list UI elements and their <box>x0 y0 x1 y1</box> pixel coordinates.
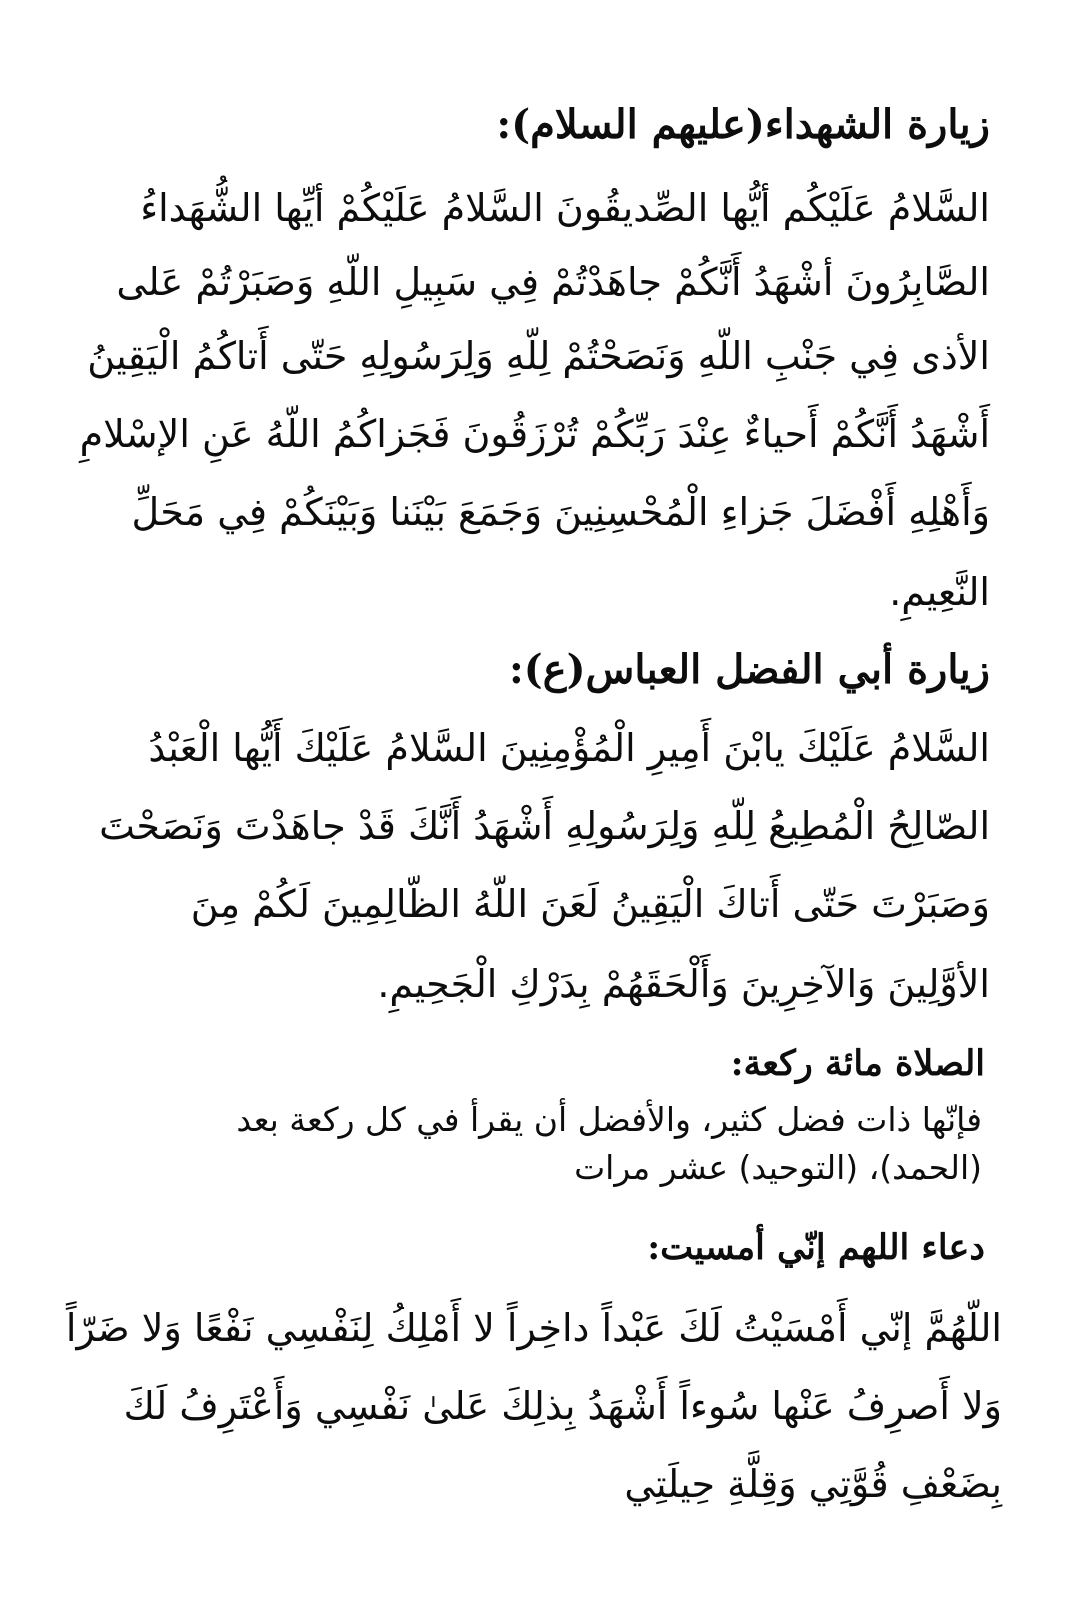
text-line: النَّعِيمِ. <box>889 570 990 614</box>
text-line: وَلا أَصرِفُ عَنْها سُوءاً أَشْهَدُ بِذلِكَ عَلىٰ نَفْسِي وَأَعْتَرِفُ لَكَ <box>123 1384 1002 1428</box>
section-heading-abbas: زيارة أبي الفضل العباس(ع): <box>509 646 990 693</box>
text-line: الأذى فِي جَنْبِ اللّهِ وَنَصَحْتُمْ لِلّهِ وَلِرَسُولِهِ حَتّى أَتاكُمُ الْيَقِينُ <box>87 334 990 378</box>
text-line: السَّلامُ عَلَيْكُم أيُّها الصِّديقُونَ السَّلامُ عَلَيْكُمْ أيِّها الشُّهَداءُ <box>140 186 990 230</box>
text-line: اللّهُمَّ إنّي أَمْسَيْتُ لَكَ عَبْداً داخِراً لا أَمْلِكُ لِنَفْسِي نَفْعًا وَلا ضَرّاً <box>65 1306 1002 1350</box>
text-line: وَأَهْلِهِ أَفْضَلَ جَزاءِ الْمُحْسِنِينَ وَجَمَعَ بَيْنَنا وَبَيْنَكُمْ فِي مَحَلِّ <box>131 490 990 534</box>
section-heading-supplication: دعاء اللهم إنّي أمسيت: <box>647 1227 985 1268</box>
text-line: بِضَعْفِ قُوَّتِي وَقِلَّةِ حِيلَتِي <box>624 1462 1002 1506</box>
section-heading-prayer: الصلاة مائة ركعة: <box>730 1043 985 1084</box>
text-line: أَشْهَدُ أَنَّكُمْ أَحياءٌ عِنْدَ رَبِّكُمْ تُرْزَقُونَ فَجَزاكُمُ اللّهُ عَنِ الإسْلامِ <box>79 412 990 456</box>
text-line: فإنّها ذات فضل كثير، والأفضل أن يقرأ في كل ركعة بعد <box>236 1100 982 1139</box>
text-line: (الحمد)، (التوحيد) عشر مرات <box>574 1148 982 1187</box>
text-line: السَّلامُ عَلَيْكَ يابْنَ أَمِيرِ الْمُؤْمِنِينَ السَّلامُ عَلَيْكَ أَيُّها الْعَبْدُ <box>148 726 990 770</box>
text-line: الصَّابِرُونَ أشْهَدُ أَنَّكُمْ جاهَدْتُمْ فِي سَبِيلِ اللّهِ وَصَبَرْتُمْ عَلى <box>116 260 990 304</box>
section-heading-martyrs: زيارة الشهداء(عليهم السلام): <box>496 101 990 148</box>
text-line: الصّالِحُ الْمُطِيعُ لِلّهِ وَلِرَسُولِهِ أَشْهَدُ أَنَّكَ قَدْ جاهَدْتَ وَنَصَحْتَ <box>99 804 990 848</box>
text-line: وَصَبَرْتَ حَتّى أَتاكَ الْيَقِينُ لَعَنَ اللّهُ الظّالِمِينَ لَكُمْ مِنَ <box>190 882 990 926</box>
text-line: الأوَّلِينَ وَالآخِرِينَ وَأَلْحَقَهُمْ بِدَرْكِ الْجَحِيمِ. <box>377 962 990 1006</box>
